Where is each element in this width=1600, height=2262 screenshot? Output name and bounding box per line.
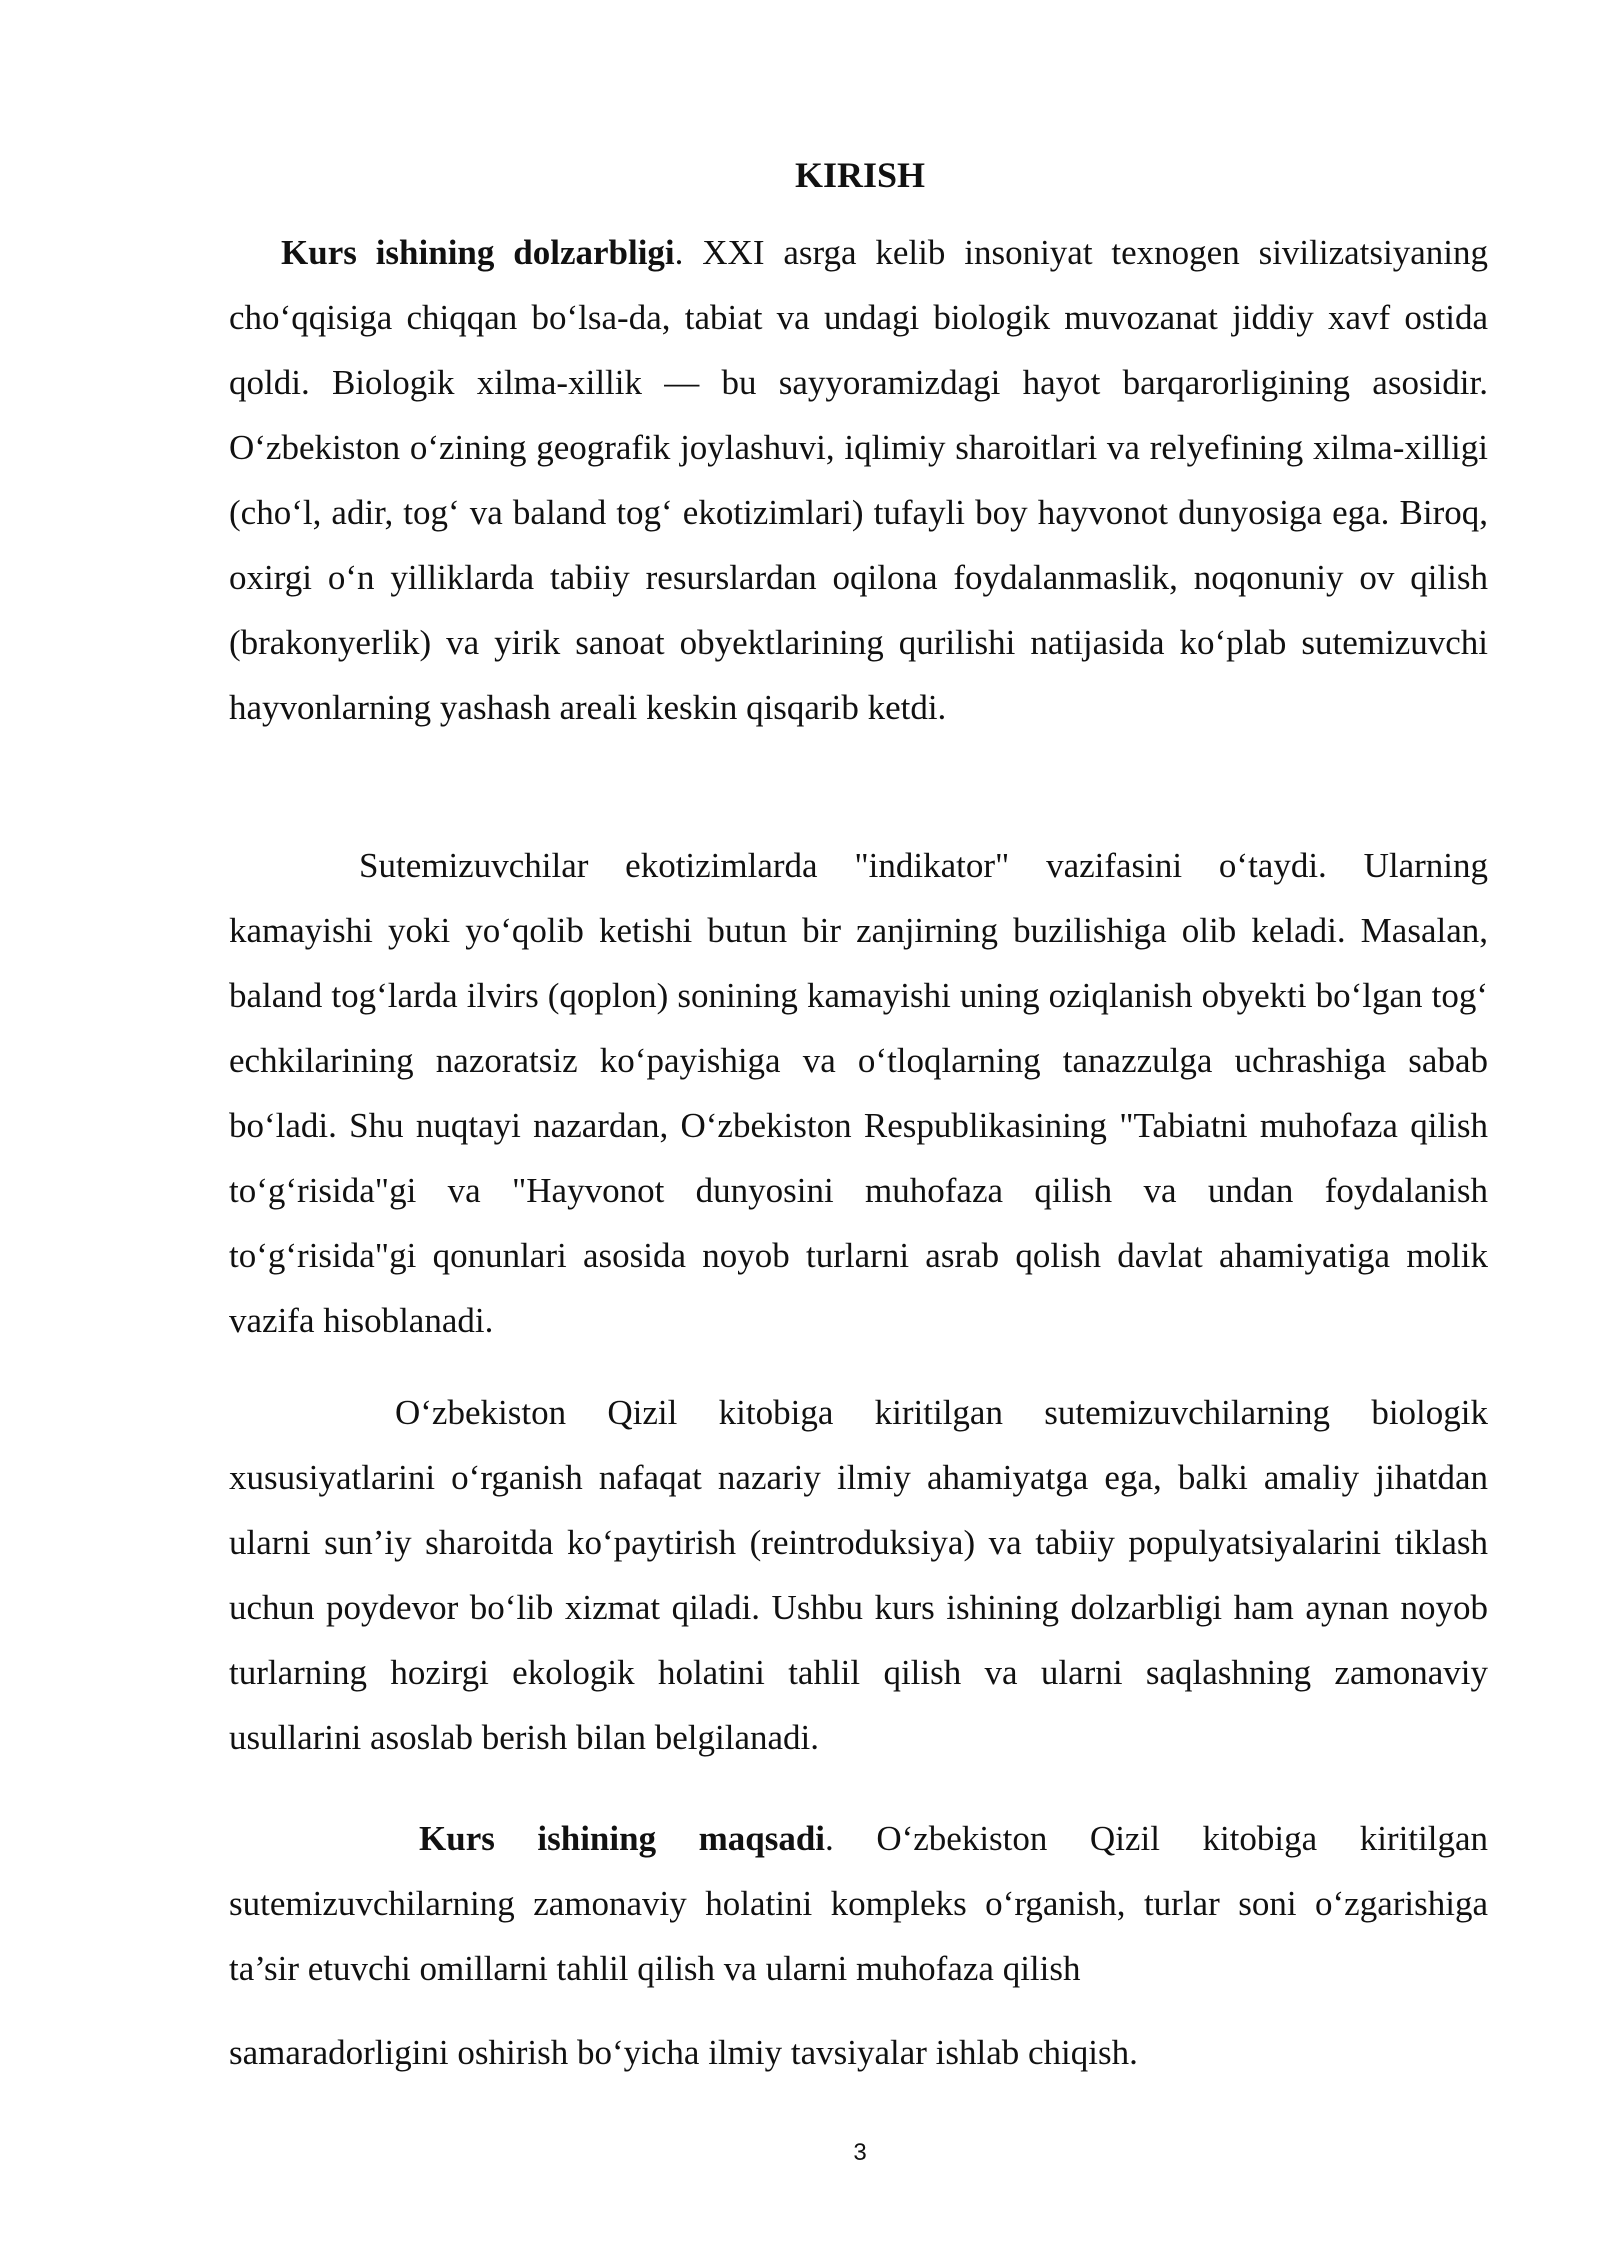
paragraph-body: Sutemizuvchilar ekotizimlarda "indikator" vazifasini o‘taydi. Ularning kamayishi yoki yo‘qolib ketishi butun bir zanjirning buzilishiga olib keladi. Masalan, baland tog‘larda ilvirs (qoplon) sonining kamayishi uning oziqlanish obyekti bo‘lgan tog‘ echkilarining nazoratsiz ko‘payishiga va o‘tloqlarning tanazzulga uchrashiga sabab bo‘ladi. Shu nuqtayi nazardan, O‘zbekiston Respublikasining "Tabiatni muhofaza qilish to‘g‘risida"gi va "Hayvonot dunyosini muhofaza qilish va undan foydalanish to‘g‘risida"gi qonunlari asosida noyob turlarni asrab qolish davlat ahamiyatiga molik vazifa hisoblanadi. (229, 846, 1488, 1340)
paragraph-lead-relevance: Kurs ishining dolzarbligi (281, 233, 675, 272)
paragraph-body: . XXI asrga kelib insoniyat texnogen sivilizatsiyaning cho‘qqisiga chiqqan bo‘lsa-da, tabiat va undagi biologik muvozanat jiddiy xavf ostida qoldi. Biologik xilma-xillik — bu sayyoramizdagi hayot barqarorligining asosidir. O‘zbekiston o‘zining geografik joylashuvi, iqlimiy sharoitlari va relyefining xilma-xilligi (cho‘l, adir, tog‘ va baland tog‘ ekotizimlari) tufayli boy hayvonot dunyosiga ega. Biroq, oxirgi o‘n yilliklarda tabiiy resurslardan oqilona foydalanmaslik, noqonuniy ov qilish (brakonyerlik) va yirik sanoat obyektlarining qurilishi natijasida ko‘plab sutemizuvchi hayvonlarning yashash areali keskin qisqarib ketdi. (229, 233, 1488, 727)
paragraph-body: . O‘zbekiston Qizil kitobiga kiritilgan sutemizuvchilarning zamonaviy holatini kompleks o‘rganish, turlar soni o‘zgarishiga ta’sir etuvchi omillarni tahlil qilish va ularni muhofaza qilish (229, 1819, 1489, 1988)
paragraph-goal (229, 1806, 1488, 2001)
page-title: KIRISH (794, 155, 926, 195)
paragraph-red-book (229, 1380, 1488, 1770)
page-number: 3 (853, 2139, 867, 2166)
paragraph-relevance (229, 220, 1488, 740)
paragraph-indicator (229, 833, 1488, 1353)
paragraph-lead-goal: Kurs ishining maqsadi (419, 1819, 826, 1858)
paragraph-body: O‘zbekiston Qizil kitobiga kiritilgan sutemizuvchilarning biologik xususiyatlarini o‘rganish nafaqat nazariy ilmiy ahamiyatga ega, balki amaliy jihatdan ularni sun’iy sharoitda ko‘paytirish (reintroduksiya) va tabiiy populyatsiyalarini tiklash uchun poydevor bo‘lib xizmat qiladi. Ushbu kurs ishining dolzarbligi ham aynan noyob turlarning hozirgi ekologik holatini tahlil qilish va ularni saqlashning zamonaviy usullarini asoslab berish bilan belgilanadi. (229, 1393, 1488, 1757)
paragraph-goal-tail: samaradorligini oshirish bo‘yicha ilmiy tavsiyalar ishlab chiqish. (229, 2033, 1138, 2072)
